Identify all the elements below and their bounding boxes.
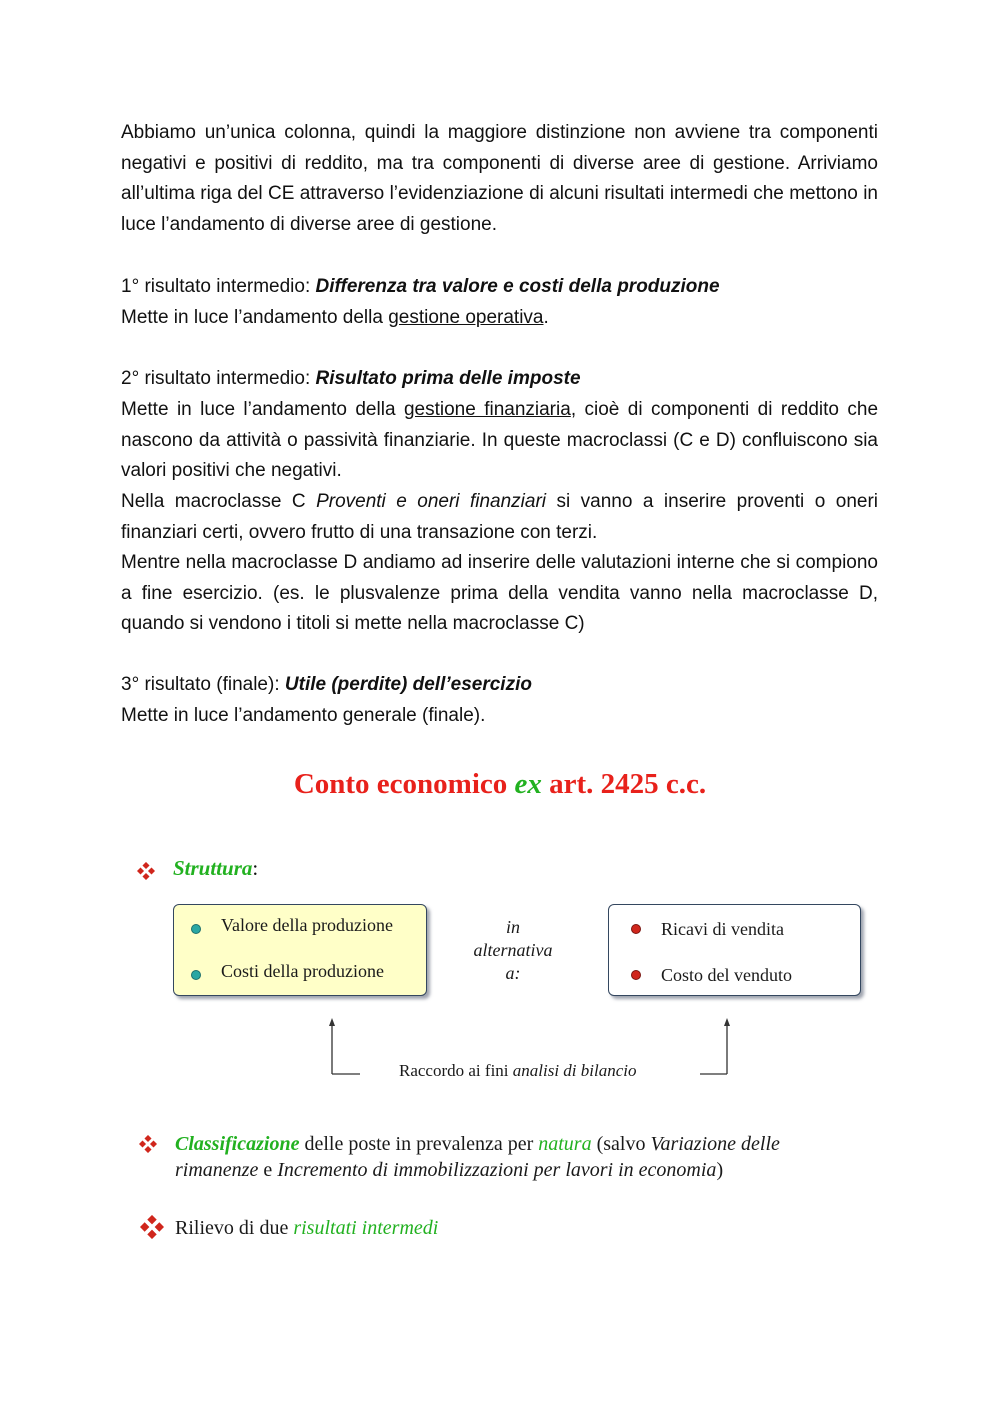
macroclass-c-name: Proventi e oneri finanziari [316,491,547,512]
result-1-description [121,303,878,334]
raccordo-italic: analisi di bilancio [512,1061,637,1080]
classificazione-and: e [258,1159,278,1181]
teal-bullet-icon [192,971,200,979]
result-1-heading [121,272,878,303]
classificazione-label: Classificazione [175,1133,300,1155]
gestione-finanziaria-term: gestione finanziaria [403,399,571,420]
result-3-name: Utile (perdite) dell’esercizio [284,674,532,695]
struttura-colon: : [252,856,259,880]
struttura-heading [173,856,258,881]
alternative-word-2: alternativa [473,940,553,960]
result-2-name: Risultato prima delle imposte [315,368,581,389]
box-item-costo-venduto: Costo del venduto [661,965,792,985]
box-item-costi: Costi della produzione [221,961,384,981]
slide-title [0,768,1000,801]
result-1-desc-end: . [543,307,549,328]
classificazione-item [175,1131,855,1183]
incremento-term: Incremento di immobilizzazioni per lavori in economia [277,1159,717,1181]
result-2-desc-rest: , cioè di componenti di reddito che nascono da attività o passività finanziarie. In queste macroclassi (C e D) confluiscono sia valori positivi che negativi. [121,399,879,482]
intro-paragraph: Abbiamo un’unica colonna, quindi la maggiore distinzione non avviene tra componenti negativi e positivi di reddito, ma tra componenti di diverse aree di gestione. Arriviamo all’ultima riga del CE attraverso l’evidenziazione di alcuni risultati intermedi che mettono in luce l’andamento di diverse aree di gestione. [121,122,878,235]
alternative-word-1: in [505,917,520,937]
risultati-intermedi-term: risultati intermedi [293,1217,439,1239]
classificazione-close: ) [716,1159,724,1181]
rilievo-text: Rilievo di due [175,1217,294,1239]
slide-title-part-1: Conto economico [293,768,515,800]
raccordo-caption [399,1061,637,1081]
box-item-ricavi: Ricavi di vendita [661,919,784,939]
result-1-label: 1° risultato intermedio: [121,276,316,297]
rilievo-item [175,1217,438,1240]
diamond-bullet-icon [140,1215,164,1239]
alternative-label [462,916,564,985]
result-3-description: Mette in luce l’andamento generale (finale). [121,705,486,726]
natura-term: natura [538,1133,592,1155]
result-3-heading [121,670,878,701]
result-3-label: 3° risultato (finale): [121,674,285,695]
result-2-label: 2° risultato intermedio: [121,368,316,389]
result-1-name: Differenza tra valore e costi della produzione [315,276,720,297]
macroclass-c-text: Nella macroclasse C [121,491,317,512]
diamond-bullet-icon [137,862,155,880]
alternative-word-3: a: [505,963,521,983]
variazione-term: Variazione delle rimanenze [175,1133,780,1181]
result-2-description [121,395,878,487]
slide-title-part-2: art. 2425 c.c. [541,768,707,800]
diamond-bullet-icon [139,1135,157,1153]
result-2-heading [121,364,878,395]
result-1-desc-text: Mette in luce l’andamento della [121,307,389,328]
red-bullet-icon [632,925,640,933]
result-2-desc-text: Mette in luce l’andamento della [121,399,404,420]
slide-title-ex: ex [514,768,542,800]
macroclass-c-rest: si vanno a inserire proventi o oneri finanziari certi, ovvero frutto di una transazione con terzi. [121,491,879,543]
macroclass-d-paragraph: Mentre nella macroclasse D andiamo ad inserire delle valutazioni interne che si compiono a fine esercizio. (es. le plusvalenze prima della vendita vanno nella macroclasse D, quando si vendono i titoli si mette nella macroclasse C) [121,552,878,635]
teal-bullet-icon [192,925,200,933]
classificazione-salvo: (salvo [591,1133,651,1155]
raccordo-text: Raccordo ai fini [399,1061,513,1080]
box-item-valore: Valore della produzione [221,915,393,935]
red-bullet-icon [632,971,640,979]
gestione-operativa-term: gestione operativa [388,307,544,328]
classificazione-text: delle poste in prevalenza per [299,1133,539,1155]
struttura-label: Struttura [173,856,253,880]
macroclass-c-paragraph [121,487,878,548]
